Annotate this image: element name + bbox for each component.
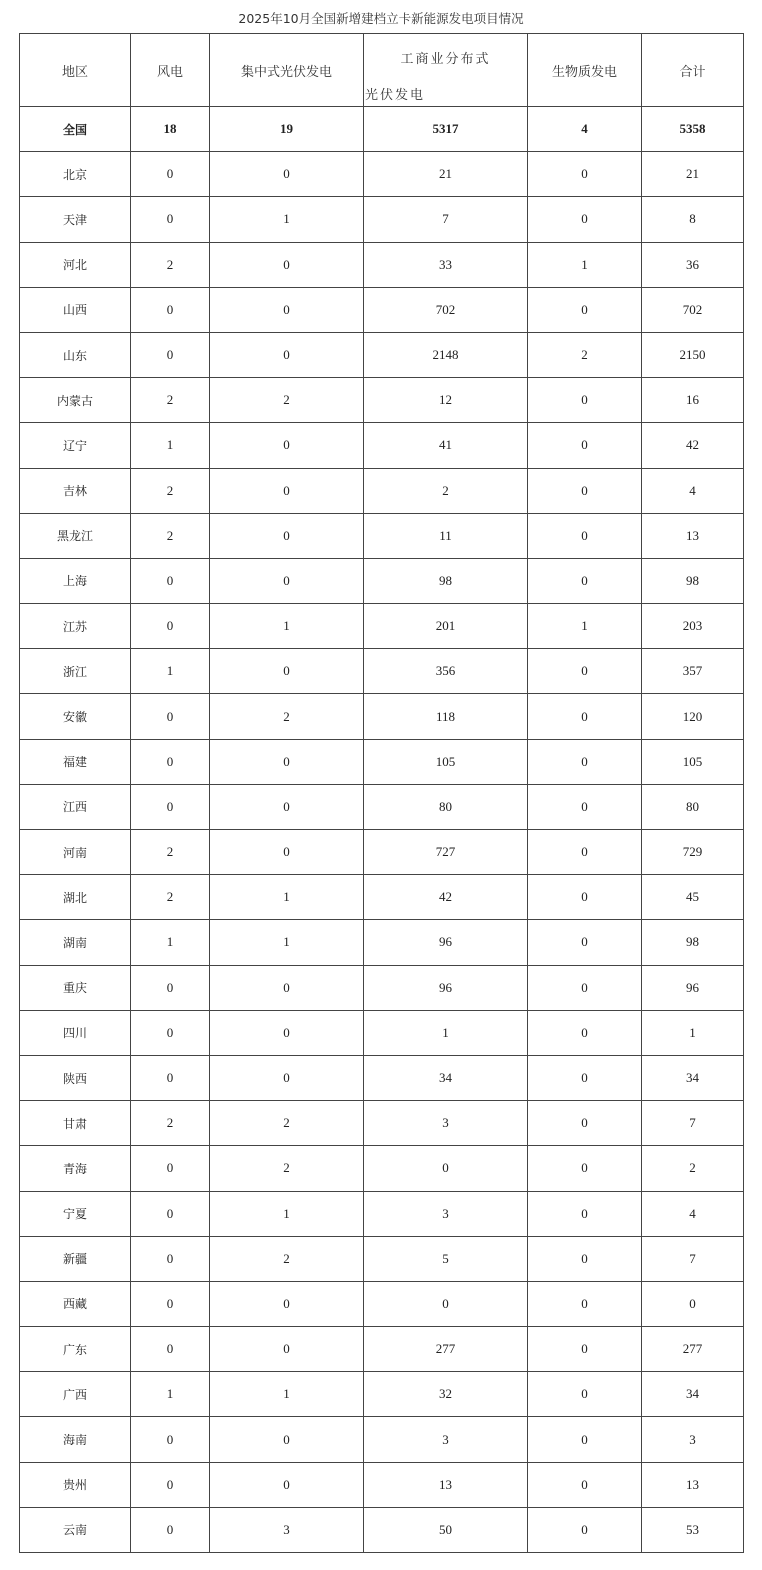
cell-region: 青海: [20, 1146, 131, 1191]
cell-central-pv: 0: [210, 1462, 364, 1507]
cell-total: 7: [642, 1101, 744, 1146]
cell-region: 河北: [20, 242, 131, 287]
cell-total: 2: [642, 1146, 744, 1191]
header-total: 合计: [642, 34, 744, 107]
cell-ci-pv: 5: [364, 1236, 528, 1281]
cell-biomass: 0: [528, 739, 642, 784]
cell-total: 34: [642, 1055, 744, 1100]
cell-central-pv: 0: [210, 423, 364, 468]
cell-wind: 2: [131, 468, 210, 513]
cell-region: 云南: [20, 1507, 131, 1552]
cell-central-pv: 2: [210, 1101, 364, 1146]
table-row: [20, 694, 744, 739]
cell-wind: 0: [131, 287, 210, 332]
table-row: [20, 332, 744, 377]
cell-ci-pv: 12: [364, 378, 528, 423]
cell-central-pv: 3: [210, 1507, 364, 1552]
cell-central-pv: 1: [210, 604, 364, 649]
table-row: [20, 965, 744, 1010]
cell-central-pv: 1: [210, 1191, 364, 1236]
cell-ci-pv: 0: [364, 1146, 528, 1191]
cell-region: 辽宁: [20, 423, 131, 468]
cell-biomass: 0: [528, 830, 642, 875]
table-row: [20, 558, 744, 603]
cell-ci-pv: 118: [364, 694, 528, 739]
header-row: [20, 34, 744, 107]
cell-central-pv: 0: [210, 739, 364, 784]
cell-total: 0: [642, 1281, 744, 1326]
cell-total: 3: [642, 1417, 744, 1462]
cell-ci-pv: 33: [364, 242, 528, 287]
cell-region: 陕西: [20, 1055, 131, 1100]
cell-ci-pv: 34: [364, 1055, 528, 1100]
projects-table: [19, 33, 744, 1553]
table-row: [20, 378, 744, 423]
table-row: [20, 468, 744, 513]
cell-wind: 1: [131, 920, 210, 965]
cell-central-pv: 0: [210, 287, 364, 332]
cell-biomass: 0: [528, 152, 642, 197]
cell-biomass: 0: [528, 1372, 642, 1417]
cell-total: 16: [642, 378, 744, 423]
cell-biomass: 1: [528, 242, 642, 287]
cell-region: 黑龙江: [20, 513, 131, 558]
cell-biomass: 0: [528, 1101, 642, 1146]
cell-ci-pv: 277: [364, 1327, 528, 1372]
cell-total: 34: [642, 1372, 744, 1417]
cell-biomass: 0: [528, 1417, 642, 1462]
cell-ci-pv: 3: [364, 1417, 528, 1462]
cell-wind: 0: [131, 152, 210, 197]
cell-central-pv: 0: [210, 558, 364, 603]
cell-wind: 0: [131, 965, 210, 1010]
cell-biomass: 2: [528, 332, 642, 377]
table-row: [20, 423, 744, 468]
table-row: [20, 1372, 744, 1417]
cell-biomass: 0: [528, 649, 642, 694]
cell-wind: 2: [131, 830, 210, 875]
cell-ci-pv: 42: [364, 875, 528, 920]
cell-total: 42: [642, 423, 744, 468]
cell-region: 海南: [20, 1417, 131, 1462]
cell-region: 甘肃: [20, 1101, 131, 1146]
cell-region: 北京: [20, 152, 131, 197]
table-row: [20, 1462, 744, 1507]
cell-wind: 0: [131, 1507, 210, 1552]
table-row: [20, 197, 744, 242]
cell-central-pv: 0: [210, 965, 364, 1010]
table-row: [20, 287, 744, 332]
cell-central-pv: 0: [210, 784, 364, 829]
cell-ci-pv: 13: [364, 1462, 528, 1507]
cell-biomass: 0: [528, 1191, 642, 1236]
table-body: [20, 107, 744, 1553]
cell-ci-pv: 2: [364, 468, 528, 513]
cell-total: 105: [642, 739, 744, 784]
cell-biomass: 0: [528, 1327, 642, 1372]
cell-total: 4: [642, 468, 744, 513]
cell-ci-pv: 702: [364, 287, 528, 332]
cell-region: 上海: [20, 558, 131, 603]
cell-ci-pv: 1: [364, 1010, 528, 1055]
cell-central-pv: 1: [210, 1372, 364, 1417]
cell-wind: 1: [131, 1372, 210, 1417]
cell-ci-pv: 50: [364, 1507, 528, 1552]
table-row: [20, 513, 744, 558]
cell-wind: 0: [131, 784, 210, 829]
cell-total: 7: [642, 1236, 744, 1281]
cell-central-pv: 0: [210, 1010, 364, 1055]
cell-central-pv: 0: [210, 830, 364, 875]
cell-central-pv: 0: [210, 1281, 364, 1326]
cell-region: 安徽: [20, 694, 131, 739]
table-row: [20, 604, 744, 649]
table-row: [20, 1236, 744, 1281]
cell-region: 福建: [20, 739, 131, 784]
cell-biomass: 0: [528, 197, 642, 242]
cell-total: 729: [642, 830, 744, 875]
cell-wind: 0: [131, 1055, 210, 1100]
table-row: [20, 1417, 744, 1462]
table-row: [20, 152, 744, 197]
cell-central-pv: 0: [210, 152, 364, 197]
cell-total: 357: [642, 649, 744, 694]
cell-central-pv: 2: [210, 378, 364, 423]
cell-region: 山西: [20, 287, 131, 332]
cell-region: 浙江: [20, 649, 131, 694]
cell-central-pv: 0: [210, 242, 364, 287]
cell-ci-pv: 41: [364, 423, 528, 468]
cell-ci-pv: 21: [364, 152, 528, 197]
cell-central-pv: 0: [210, 1055, 364, 1100]
cell-central-pv: 2: [210, 1236, 364, 1281]
cell-biomass: 0: [528, 1281, 642, 1326]
cell-region: 宁夏: [20, 1191, 131, 1236]
cell-region: 四川: [20, 1010, 131, 1055]
cell-central-pv: 2: [210, 694, 364, 739]
cell-biomass: 1: [528, 604, 642, 649]
cell-ci-pv: 356: [364, 649, 528, 694]
cell-total: 120: [642, 694, 744, 739]
cell-ci-pv: 0: [364, 1281, 528, 1326]
table-row: [20, 830, 744, 875]
cell-wind: 0: [131, 1462, 210, 1507]
cell-region: 西藏: [20, 1281, 131, 1326]
cell-ci-pv: 727: [364, 830, 528, 875]
cell-biomass: 0: [528, 784, 642, 829]
table-row: [20, 1191, 744, 1236]
table-row: [20, 649, 744, 694]
cell-ci-pv: 201: [364, 604, 528, 649]
cell-wind: 0: [131, 1146, 210, 1191]
table-row: [20, 784, 744, 829]
table-row-total: [20, 107, 744, 152]
cell-biomass: 0: [528, 694, 642, 739]
cell-ci-pv: 96: [364, 965, 528, 1010]
cell-region: 湖南: [20, 920, 131, 965]
cell-ci-pv: 96: [364, 920, 528, 965]
cell-total: 53: [642, 1507, 744, 1552]
cell-total: 13: [642, 1462, 744, 1507]
cell-region: 吉林: [20, 468, 131, 513]
cell-region: 全国: [20, 107, 131, 152]
cell-ci-pv: 80: [364, 784, 528, 829]
cell-central-pv: 0: [210, 513, 364, 558]
cell-ci-pv: 98: [364, 558, 528, 603]
cell-wind: 18: [131, 107, 210, 152]
table-row: [20, 1281, 744, 1326]
cell-biomass: 0: [528, 1146, 642, 1191]
cell-ci-pv: 11: [364, 513, 528, 558]
cell-region: 广西: [20, 1372, 131, 1417]
table-row: [20, 1146, 744, 1191]
cell-biomass: 0: [528, 513, 642, 558]
cell-total: 203: [642, 604, 744, 649]
cell-biomass: 0: [528, 1462, 642, 1507]
cell-wind: 0: [131, 332, 210, 377]
cell-biomass: 0: [528, 468, 642, 513]
cell-wind: 0: [131, 1236, 210, 1281]
cell-wind: 0: [131, 1191, 210, 1236]
cell-central-pv: 19: [210, 107, 364, 152]
cell-region: 贵州: [20, 1462, 131, 1507]
cell-total: 5358: [642, 107, 744, 152]
cell-central-pv: 0: [210, 1327, 364, 1372]
cell-wind: 1: [131, 649, 210, 694]
cell-central-pv: 1: [210, 920, 364, 965]
cell-wind: 1: [131, 423, 210, 468]
header-wind: 风电: [131, 34, 210, 107]
cell-biomass: 0: [528, 1507, 642, 1552]
table-title: 2025年10月全国新增建档立卡新能源发电项目情况: [238, 11, 524, 26]
cell-central-pv: 1: [210, 197, 364, 242]
cell-total: 96: [642, 965, 744, 1010]
cell-biomass: 0: [528, 1010, 642, 1055]
cell-total: 98: [642, 920, 744, 965]
cell-wind: 2: [131, 242, 210, 287]
cell-biomass: 0: [528, 920, 642, 965]
cell-central-pv: 0: [210, 332, 364, 377]
cell-region: 天津: [20, 197, 131, 242]
cell-central-pv: 2: [210, 1146, 364, 1191]
cell-biomass: 0: [528, 423, 642, 468]
cell-biomass: 0: [528, 287, 642, 332]
header-central-pv: 集中式光伏发电: [210, 34, 364, 107]
cell-total: 36: [642, 242, 744, 287]
cell-central-pv: 0: [210, 1417, 364, 1462]
cell-region: 河南: [20, 830, 131, 875]
cell-wind: 0: [131, 558, 210, 603]
table-row: [20, 242, 744, 287]
cell-ci-pv: 3: [364, 1191, 528, 1236]
header-biomass: 生物质发电: [528, 34, 642, 107]
cell-total: 80: [642, 784, 744, 829]
table-row: [20, 920, 744, 965]
cell-region: 江西: [20, 784, 131, 829]
cell-wind: 0: [131, 694, 210, 739]
header-ci-pv-line1: 工商业分布式: [400, 52, 491, 67]
cell-total: 702: [642, 287, 744, 332]
header-ci-pv: [364, 34, 528, 107]
table-row: [20, 1101, 744, 1146]
cell-biomass: 0: [528, 965, 642, 1010]
cell-ci-pv: 5317: [364, 107, 528, 152]
cell-wind: 0: [131, 1417, 210, 1462]
cell-wind: 2: [131, 378, 210, 423]
cell-central-pv: 0: [210, 649, 364, 694]
cell-total: 45: [642, 875, 744, 920]
cell-region: 内蒙古: [20, 378, 131, 423]
cell-total: 1: [642, 1010, 744, 1055]
cell-wind: 0: [131, 1010, 210, 1055]
cell-region: 山东: [20, 332, 131, 377]
cell-wind: 0: [131, 197, 210, 242]
cell-biomass: 0: [528, 378, 642, 423]
cell-total: 21: [642, 152, 744, 197]
cell-ci-pv: 3: [364, 1101, 528, 1146]
header-ci-pv-line2: 光伏发电: [365, 88, 426, 103]
cell-ci-pv: 32: [364, 1372, 528, 1417]
header-region: 地区: [20, 34, 131, 107]
cell-wind: 0: [131, 604, 210, 649]
cell-biomass: 0: [528, 1055, 642, 1100]
cell-ci-pv: 105: [364, 739, 528, 784]
cell-total: 8: [642, 197, 744, 242]
cell-total: 277: [642, 1327, 744, 1372]
cell-wind: 2: [131, 875, 210, 920]
table-row: [20, 739, 744, 784]
cell-biomass: 0: [528, 1236, 642, 1281]
table-row: [20, 1010, 744, 1055]
cell-wind: 2: [131, 513, 210, 558]
cell-region: 重庆: [20, 965, 131, 1010]
cell-wind: 0: [131, 1327, 210, 1372]
cell-ci-pv: 7: [364, 197, 528, 242]
cell-ci-pv: 2148: [364, 332, 528, 377]
table-row: [20, 1327, 744, 1372]
cell-central-pv: 1: [210, 875, 364, 920]
cell-region: 新疆: [20, 1236, 131, 1281]
table-row: [20, 875, 744, 920]
cell-region: 湖北: [20, 875, 131, 920]
cell-region: 广东: [20, 1327, 131, 1372]
cell-region: 江苏: [20, 604, 131, 649]
cell-biomass: 0: [528, 875, 642, 920]
table-row: [20, 1507, 744, 1552]
cell-biomass: 4: [528, 107, 642, 152]
cell-total: 2150: [642, 332, 744, 377]
cell-total: 13: [642, 513, 744, 558]
cell-biomass: 0: [528, 558, 642, 603]
table-row: [20, 1055, 744, 1100]
cell-total: 4: [642, 1191, 744, 1236]
cell-central-pv: 0: [210, 468, 364, 513]
cell-wind: 0: [131, 1281, 210, 1326]
cell-wind: 2: [131, 1101, 210, 1146]
cell-total: 98: [642, 558, 744, 603]
cell-wind: 0: [131, 739, 210, 784]
